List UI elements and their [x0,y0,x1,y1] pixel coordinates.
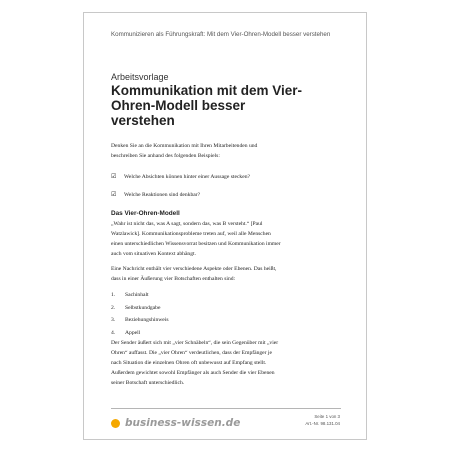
title-line: Kommunikation mit dem Vier- [111,83,303,98]
text-line: „Wahr ist nicht das, was A sagt, sondern das, was B versteht.“ [Paul [111,221,263,227]
intro-paragraph [111,141,341,161]
logo-dot-icon [111,419,120,428]
checkbox-icon: ☑ [111,173,117,180]
text-line: auch vom situativen Kontext abhängt. [111,251,196,257]
checklist-item: ☑ Welche Reaktionen sind denkbar? [111,191,201,198]
checkbox-icon: ☑ [111,191,117,198]
text-line: Der Sender äußert sich mit „vier Schnäbeln“, die sein Gegenüber mit „vier [111,340,279,346]
text-line: nach Situation die einzelnen Ohren oft unbewusst auf Empfang stellt. [111,360,267,366]
checklist-item: ☑ Welche Absichten können hinter einer Aussage stecken? [111,173,250,180]
text-line: beschreiben Sie anhand des folgenden Beispiels: [111,153,220,159]
text-line: einen unterschiedlichen Wissensvorrat besitzen und Kommunikation immer [111,241,281,247]
document-title [111,83,341,128]
list-item: 1. Sachinhalt [111,292,149,298]
text-line: Ohren“ auffasst. Die „vier Ohren“ verdeutlichen, dass der Empfänger je [111,350,272,356]
list-item: 3. Beziehungshinweis [111,317,169,323]
article-number: Art.-Nr. 98.131.04 [305,420,340,426]
text-line: Außerdem gewichtet sowohl Empfänger als auch Sender die vier Ebenen [111,370,275,376]
title-line: Ohren-Modell besser [111,98,246,113]
text-line: Eine Nachricht enthält vier verschiedene Aspekte oder Ebenen. Das heißt, [111,266,277,272]
message-aspects-list [111,292,169,342]
page-number: Seite 1 von 3 [314,414,340,419]
document-type-label: Arbeitsvorlage [111,72,169,82]
section-heading: Das Vier-Ohren-Modell [111,210,180,217]
text-line: Watzlawick]. Kommunikationsprobleme treten auf, weil alle Menschen [111,231,271,237]
running-header: Kommunizieren als Führungskraft: Mit dem Vier-Ohren-Modell besser verstehen [111,31,331,38]
footer-divider [111,408,341,409]
text-line: Denken Sie an die Kommunikation mit Ihren Mitarbeitenden und [111,143,258,149]
brand-logo [111,416,240,430]
page-info [305,414,340,427]
text-line: dass in einer Äußerung vier Botschaften enthalten sind: [111,276,236,282]
four-ears-paragraph [111,338,341,388]
title-line: verstehen [111,113,175,128]
brand-name: business-wissen.de [125,417,241,429]
quote-paragraph [111,219,341,259]
list-item: 2. Selbstkundgabe [111,304,161,311]
text-line: seiner Botschaft unterschiedlich. [111,380,185,386]
document-page [83,12,367,440]
message-aspects-paragraph [111,264,341,284]
list-item: 4. Appell [111,329,141,336]
